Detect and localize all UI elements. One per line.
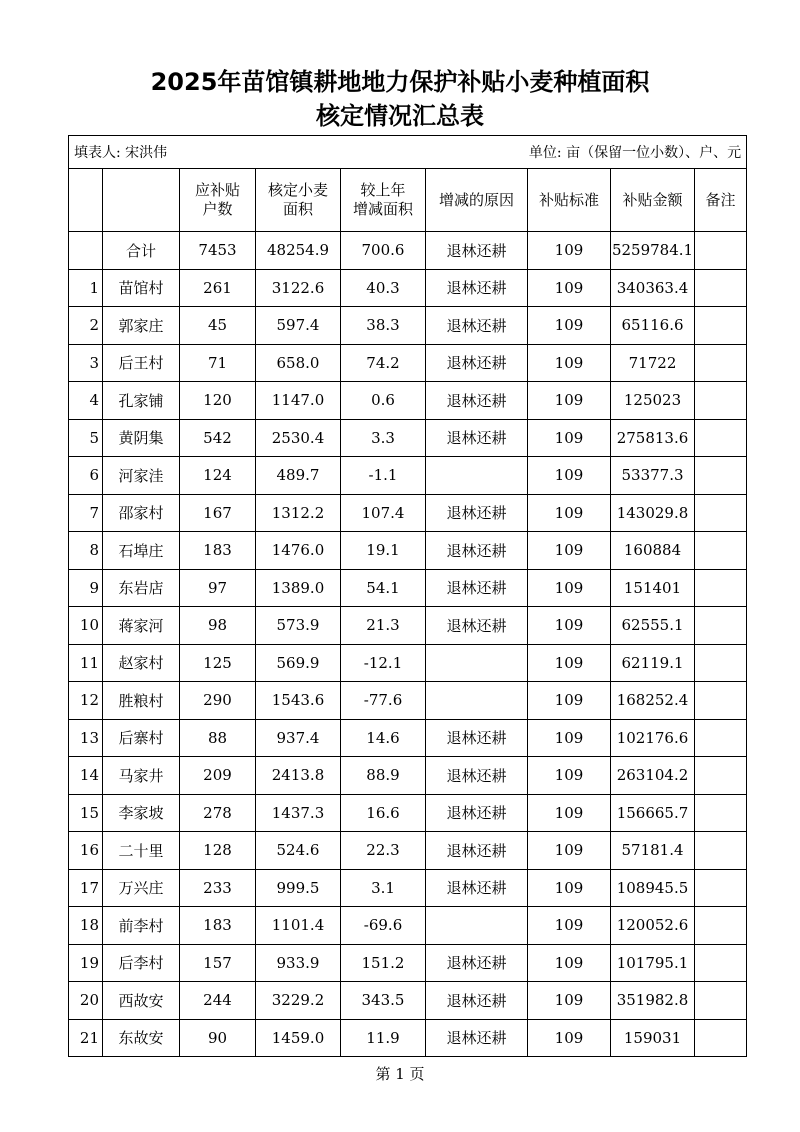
header-standard: 补贴标准 — [528, 169, 611, 232]
page-title: 2025年苗馆镇耕地地力保护补贴小麦种植面积 — [150, 68, 650, 96]
cell-area: 658.0 — [256, 344, 341, 382]
cell-note — [695, 832, 747, 870]
cell-change: 151.2 — [341, 944, 426, 982]
table-row — [69, 307, 747, 345]
total-standard: 109 — [528, 232, 611, 270]
cell-change: 3.1 — [341, 869, 426, 907]
cell-area: 2530.4 — [256, 419, 341, 457]
table-row — [69, 907, 747, 945]
cell-note — [695, 457, 747, 495]
cell-idx: 1 — [69, 269, 103, 307]
cell-reason — [426, 682, 528, 720]
cell-note — [695, 532, 747, 570]
cell-households: 90 — [180, 1019, 256, 1057]
table-row — [69, 794, 747, 832]
cell-standard: 109 — [528, 494, 611, 532]
cell-households: 290 — [180, 682, 256, 720]
cell-village: 黄阴集 — [103, 419, 180, 457]
header-amount: 补贴金额 — [611, 169, 695, 232]
cell-reason: 退林还耕 — [426, 944, 528, 982]
cell-idx: 12 — [69, 682, 103, 720]
table-row — [69, 607, 747, 645]
cell-standard: 109 — [528, 644, 611, 682]
cell-amount: 340363.4 — [611, 269, 695, 307]
cell-note — [695, 607, 747, 645]
cell-idx: 20 — [69, 982, 103, 1020]
cell-change: 19.1 — [341, 532, 426, 570]
cell-idx: 13 — [69, 719, 103, 757]
header-change: 较上年 增减面积 — [341, 169, 426, 232]
filler-label: 填表人: 宋洪伟 — [74, 145, 168, 161]
table-row — [69, 457, 747, 495]
table-row — [69, 569, 747, 607]
cell-note — [695, 1019, 747, 1057]
cell-note — [695, 682, 747, 720]
cell-note — [695, 344, 747, 382]
cell-households: 183 — [180, 907, 256, 945]
cell-village: 郭家庄 — [103, 307, 180, 345]
page-number: 第 1 页 — [375, 1065, 425, 1083]
cell-reason: 退林还耕 — [426, 307, 528, 345]
cell-change: 74.2 — [341, 344, 426, 382]
table-row — [69, 382, 747, 420]
total-change: 700.6 — [341, 232, 426, 270]
unit-label: 单位: 亩（保留一位小数）、户、元 — [528, 145, 742, 161]
cell-idx: 7 — [69, 494, 103, 532]
cell-note — [695, 944, 747, 982]
cell-amount: 143029.8 — [611, 494, 695, 532]
cell-amount: 108945.5 — [611, 869, 695, 907]
total-amount: 5259784.1 — [611, 232, 695, 270]
table-row — [69, 494, 747, 532]
cell-amount: 168252.4 — [611, 682, 695, 720]
total-reason: 退林还耕 — [426, 232, 528, 270]
cell-households: 542 — [180, 419, 256, 457]
cell-area: 3229.2 — [256, 982, 341, 1020]
cell-reason — [426, 644, 528, 682]
cell-area: 933.9 — [256, 944, 341, 982]
cell-note — [695, 982, 747, 1020]
cell-note — [695, 269, 747, 307]
cell-amount: 125023 — [611, 382, 695, 420]
cell-amount: 151401 — [611, 569, 695, 607]
cell-idx: 2 — [69, 307, 103, 345]
cell-reason: 退林还耕 — [426, 382, 528, 420]
cell-area: 1459.0 — [256, 1019, 341, 1057]
cell-village: 万兴庄 — [103, 869, 180, 907]
cell-area: 999.5 — [256, 869, 341, 907]
cell-idx: 15 — [69, 794, 103, 832]
cell-households: 45 — [180, 307, 256, 345]
cell-change: -12.1 — [341, 644, 426, 682]
cell-reason: 退林还耕 — [426, 419, 528, 457]
cell-households: 120 — [180, 382, 256, 420]
cell-amount: 160884 — [611, 532, 695, 570]
cell-amount: 71722 — [611, 344, 695, 382]
cell-standard: 109 — [528, 382, 611, 420]
cell-standard: 109 — [528, 307, 611, 345]
cell-area: 1389.0 — [256, 569, 341, 607]
cell-area: 569.9 — [256, 644, 341, 682]
total-households: 7453 — [180, 232, 256, 270]
cell-reason — [426, 457, 528, 495]
cell-village: 东故安 — [103, 1019, 180, 1057]
cell-households: 97 — [180, 569, 256, 607]
cell-village: 西故安 — [103, 982, 180, 1020]
summary-table — [68, 135, 747, 1057]
total-note — [695, 232, 747, 270]
cell-standard: 109 — [528, 532, 611, 570]
cell-note — [695, 419, 747, 457]
cell-standard: 109 — [528, 1019, 611, 1057]
cell-note — [695, 382, 747, 420]
table-row — [69, 719, 747, 757]
table-row — [69, 982, 747, 1020]
cell-households: 71 — [180, 344, 256, 382]
cell-area: 1543.6 — [256, 682, 341, 720]
total-row — [69, 232, 747, 270]
cell-change: -69.6 — [341, 907, 426, 945]
cell-village: 东岩店 — [103, 569, 180, 607]
cell-amount: 351982.8 — [611, 982, 695, 1020]
cell-area: 937.4 — [256, 719, 341, 757]
header-village — [103, 169, 180, 232]
table-row — [69, 532, 747, 570]
cell-reason: 退林还耕 — [426, 344, 528, 382]
cell-standard: 109 — [528, 607, 611, 645]
cell-change: 343.5 — [341, 982, 426, 1020]
table-row — [69, 1019, 747, 1057]
cell-note — [695, 869, 747, 907]
cell-standard: 109 — [528, 457, 611, 495]
cell-reason: 退林还耕 — [426, 832, 528, 870]
table-row — [69, 944, 747, 982]
cell-households: 244 — [180, 982, 256, 1020]
cell-village: 孔家铺 — [103, 382, 180, 420]
cell-amount: 275813.6 — [611, 419, 695, 457]
cell-standard: 109 — [528, 757, 611, 795]
cell-change: -1.1 — [341, 457, 426, 495]
header-households: 应补贴 户数 — [180, 169, 256, 232]
cell-village: 前李村 — [103, 907, 180, 945]
total-label: 合计 — [103, 232, 180, 270]
cell-note — [695, 794, 747, 832]
header-area: 核定小麦 面积 — [256, 169, 341, 232]
cell-change: 88.9 — [341, 757, 426, 795]
info-row — [69, 136, 747, 169]
cell-idx: 14 — [69, 757, 103, 795]
cell-village: 李家坡 — [103, 794, 180, 832]
cell-standard: 109 — [528, 419, 611, 457]
cell-note — [695, 907, 747, 945]
cell-households: 124 — [180, 457, 256, 495]
cell-village: 胜粮村 — [103, 682, 180, 720]
cell-standard: 109 — [528, 944, 611, 982]
table-row — [69, 757, 747, 795]
cell-change: -77.6 — [341, 682, 426, 720]
cell-standard: 109 — [528, 869, 611, 907]
cell-idx: 9 — [69, 569, 103, 607]
cell-amount: 53377.3 — [611, 457, 695, 495]
cell-reason: 退林还耕 — [426, 532, 528, 570]
cell-area: 1437.3 — [256, 794, 341, 832]
page-subtitle: 核定情况汇总表 — [316, 102, 484, 130]
cell-village: 马家井 — [103, 757, 180, 795]
cell-reason: 退林还耕 — [426, 719, 528, 757]
cell-reason: 退林还耕 — [426, 269, 528, 307]
cell-area: 573.9 — [256, 607, 341, 645]
cell-reason: 退林还耕 — [426, 869, 528, 907]
cell-change: 14.6 — [341, 719, 426, 757]
cell-idx: 5 — [69, 419, 103, 457]
cell-idx: 17 — [69, 869, 103, 907]
cell-village: 后寨村 — [103, 719, 180, 757]
cell-standard: 109 — [528, 719, 611, 757]
cell-change: 21.3 — [341, 607, 426, 645]
cell-households: 183 — [180, 532, 256, 570]
cell-idx: 6 — [69, 457, 103, 495]
cell-standard: 109 — [528, 269, 611, 307]
cell-idx: 8 — [69, 532, 103, 570]
cell-area: 1476.0 — [256, 532, 341, 570]
table-row — [69, 869, 747, 907]
cell-change: 38.3 — [341, 307, 426, 345]
cell-area: 489.7 — [256, 457, 341, 495]
cell-reason: 退林还耕 — [426, 982, 528, 1020]
cell-village: 苗馆村 — [103, 269, 180, 307]
cell-village: 邵家村 — [103, 494, 180, 532]
cell-area: 1101.4 — [256, 907, 341, 945]
cell-amount: 57181.4 — [611, 832, 695, 870]
cell-note — [695, 757, 747, 795]
cell-idx: 11 — [69, 644, 103, 682]
cell-amount: 62555.1 — [611, 607, 695, 645]
cell-households: 128 — [180, 832, 256, 870]
cell-standard: 109 — [528, 682, 611, 720]
cell-idx: 19 — [69, 944, 103, 982]
cell-households: 261 — [180, 269, 256, 307]
cell-reason: 退林还耕 — [426, 607, 528, 645]
table-row — [69, 269, 747, 307]
cell-village: 后王村 — [103, 344, 180, 382]
cell-idx: 16 — [69, 832, 103, 870]
cell-area: 1312.2 — [256, 494, 341, 532]
cell-idx: 21 — [69, 1019, 103, 1057]
header-row — [69, 169, 747, 232]
cell-change: 107.4 — [341, 494, 426, 532]
cell-households: 157 — [180, 944, 256, 982]
cell-reason: 退林还耕 — [426, 569, 528, 607]
cell-change: 11.9 — [341, 1019, 426, 1057]
cell-amount: 159031 — [611, 1019, 695, 1057]
cell-change: 40.3 — [341, 269, 426, 307]
cell-note — [695, 569, 747, 607]
cell-amount: 101795.1 — [611, 944, 695, 982]
cell-idx: 3 — [69, 344, 103, 382]
cell-reason: 退林还耕 — [426, 1019, 528, 1057]
cell-households: 278 — [180, 794, 256, 832]
cell-idx: 10 — [69, 607, 103, 645]
cell-village: 河家洼 — [103, 457, 180, 495]
cell-amount: 120052.6 — [611, 907, 695, 945]
cell-amount: 102176.6 — [611, 719, 695, 757]
cell-change: 3.3 — [341, 419, 426, 457]
cell-village: 赵家村 — [103, 644, 180, 682]
cell-village: 后李村 — [103, 944, 180, 982]
cell-note — [695, 719, 747, 757]
cell-standard: 109 — [528, 794, 611, 832]
cell-change: 22.3 — [341, 832, 426, 870]
cell-households: 125 — [180, 644, 256, 682]
cell-area: 3122.6 — [256, 269, 341, 307]
total-area: 48254.9 — [256, 232, 341, 270]
cell-standard: 109 — [528, 569, 611, 607]
table-row — [69, 832, 747, 870]
header-reason: 增减的原因 — [426, 169, 528, 232]
cell-note — [695, 307, 747, 345]
cell-standard: 109 — [528, 982, 611, 1020]
cell-village: 蒋家河 — [103, 607, 180, 645]
cell-standard: 109 — [528, 344, 611, 382]
cell-area: 1147.0 — [256, 382, 341, 420]
cell-area: 597.4 — [256, 307, 341, 345]
cell-reason: 退林还耕 — [426, 757, 528, 795]
cell-households: 209 — [180, 757, 256, 795]
table-row — [69, 419, 747, 457]
cell-standard: 109 — [528, 832, 611, 870]
cell-amount: 62119.1 — [611, 644, 695, 682]
cell-idx: 18 — [69, 907, 103, 945]
cell-households: 233 — [180, 869, 256, 907]
header-index — [69, 169, 103, 232]
cell-area: 524.6 — [256, 832, 341, 870]
table-row — [69, 344, 747, 382]
table-row — [69, 682, 747, 720]
total-index — [69, 232, 103, 270]
cell-households: 88 — [180, 719, 256, 757]
cell-note — [695, 644, 747, 682]
cell-note — [695, 494, 747, 532]
cell-amount: 263104.2 — [611, 757, 695, 795]
cell-village: 石埠庄 — [103, 532, 180, 570]
table-row — [69, 644, 747, 682]
cell-households: 167 — [180, 494, 256, 532]
cell-change: 54.1 — [341, 569, 426, 607]
cell-village: 二十里 — [103, 832, 180, 870]
cell-idx: 4 — [69, 382, 103, 420]
cell-reason — [426, 907, 528, 945]
cell-households: 98 — [180, 607, 256, 645]
header-note: 备注 — [695, 169, 747, 232]
cell-amount: 156665.7 — [611, 794, 695, 832]
cell-area: 2413.8 — [256, 757, 341, 795]
cell-change: 16.6 — [341, 794, 426, 832]
cell-amount: 65116.6 — [611, 307, 695, 345]
cell-reason: 退林还耕 — [426, 794, 528, 832]
cell-standard: 109 — [528, 907, 611, 945]
cell-change: 0.6 — [341, 382, 426, 420]
cell-reason: 退林还耕 — [426, 494, 528, 532]
